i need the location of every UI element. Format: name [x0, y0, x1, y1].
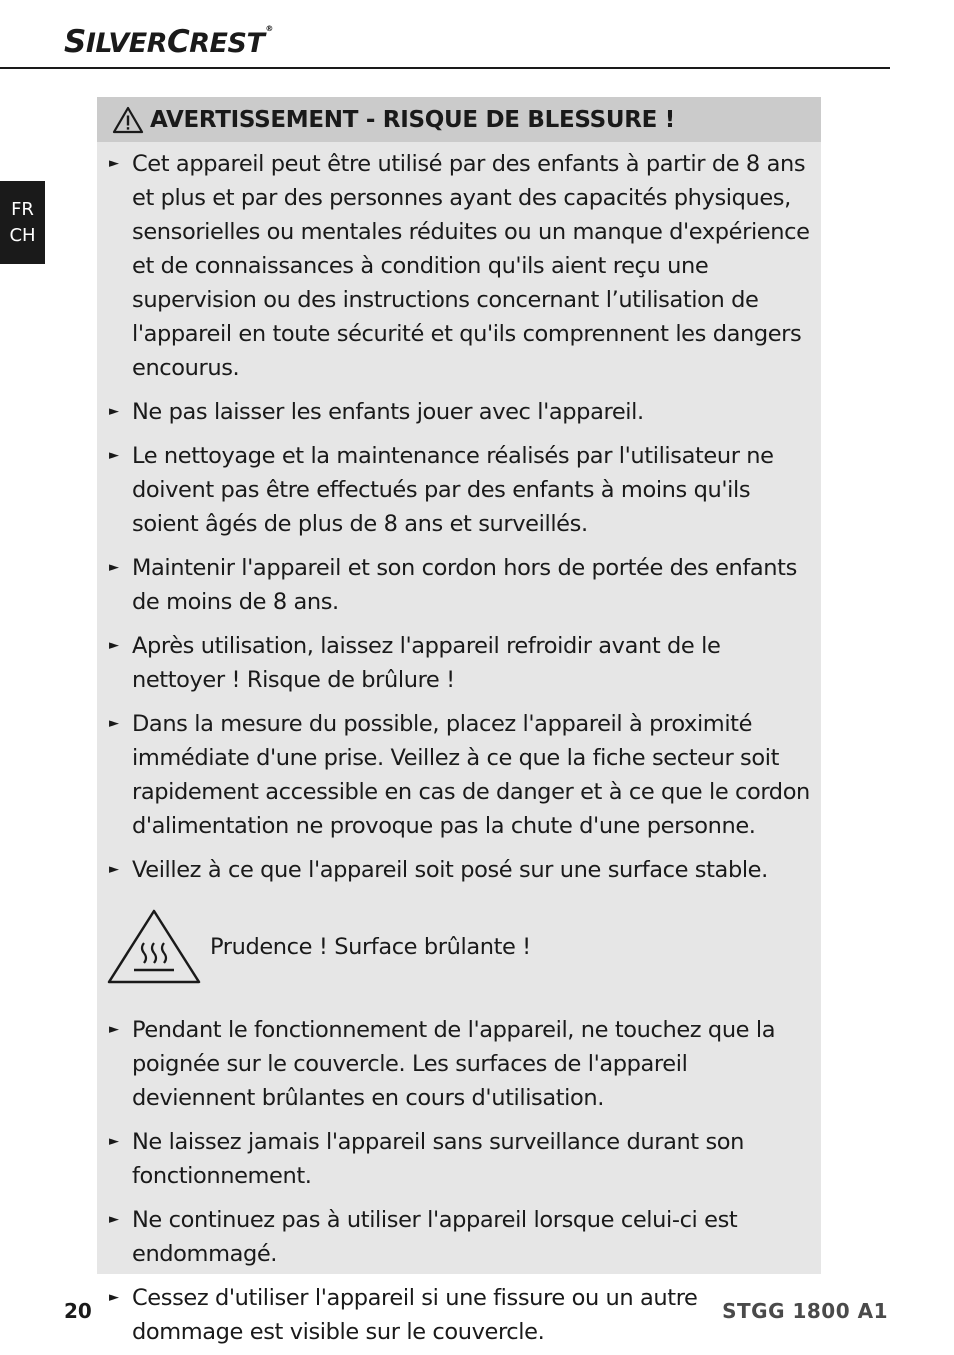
list-item	[109, 439, 811, 541]
hot-surface-icon	[106, 908, 202, 986]
page-number: 20	[64, 1299, 92, 1323]
list-item-text: Cessez d'utiliser l'appareil si une fissure ou un autre dommage est visible sur le couvercle.	[132, 1285, 698, 1345]
list-item-text: Ne continuez pas à utiliser l'appareil lorsque celui-ci est endommagé.	[132, 1207, 738, 1267]
language-tab	[0, 181, 45, 264]
hot-surface-notice	[106, 893, 811, 1001]
list-item	[109, 1203, 811, 1271]
list-item	[109, 147, 811, 385]
warning-title: AVERTISSEMENT - RISQUE DE BLESSURE !	[150, 106, 675, 133]
bullet-arrow-icon: ►	[109, 638, 119, 653]
language-fr: FR	[11, 198, 34, 220]
list-item-text: Veillez à ce que l'appareil soit posé sur une surface stable.	[132, 857, 768, 883]
list-item	[109, 1125, 811, 1193]
list-item	[109, 1013, 811, 1115]
bullet-arrow-icon: ►	[109, 156, 119, 171]
hot-surface-text: Prudence ! Surface brûlante !	[210, 934, 531, 960]
language-ch: CH	[9, 224, 36, 246]
bullet-arrow-icon: ►	[109, 1212, 119, 1227]
list-item-text: Ne laissez jamais l'appareil sans surveillance durant son fonctionnement.	[132, 1129, 745, 1189]
bullet-arrow-icon: ►	[109, 1134, 119, 1149]
list-item-text: Cet appareil peut être utilisé par des enfants à partir de 8 ans et plus et par des personnes ayant des capacités physiques, sensorielles ou mentales réduites ou un manque d'expérience et de connaissances à condition qu'ils aient reçu une supervision ou des instructions concernant l’utilisation de l'appareil en toute sécurité et qu'ils comprennent les dangers encourus.	[132, 151, 810, 381]
list-item-text: Après utilisation, laissez l'appareil refroidir avant de le nettoyer ! Risque de brûlure !	[132, 633, 721, 693]
list-item	[109, 551, 811, 619]
list-item-text: Dans la mesure du possible, placez l'appareil à proximité immédiate d'une prise. Veillez à ce que la fiche secteur soit rapidement accessible en cas de danger et à ce que le cordon d'alimentation ne provoque pas la chute d'une personne.	[132, 711, 810, 839]
list-item	[109, 853, 811, 887]
brand-part: REST	[189, 28, 265, 59]
warning-items-after	[109, 1013, 811, 1349]
warning-header	[97, 97, 821, 142]
brand-letter: S	[64, 24, 86, 60]
registered-mark: ®	[265, 24, 273, 33]
brand-logo	[64, 24, 273, 60]
warning-list	[97, 142, 821, 1349]
bullet-arrow-icon: ►	[109, 716, 119, 731]
bullet-arrow-icon: ►	[109, 560, 119, 575]
list-item	[109, 707, 811, 843]
list-item-text: Maintenir l'appareil et son cordon hors de portée des enfants de moins de 8 ans.	[132, 555, 797, 615]
list-item-text: Ne pas laisser les enfants jouer avec l'appareil.	[132, 399, 644, 425]
list-item	[109, 629, 811, 697]
list-item	[109, 1281, 811, 1349]
bullet-arrow-icon: ►	[109, 448, 119, 463]
list-item-text: Pendant le fonctionnement de l'appareil, ne touchez que la poignée sur le couvercle. Les surfaces de l'appareil deviennent brûlantes en cours d'utilisation.	[132, 1017, 776, 1111]
list-item	[109, 395, 811, 429]
warning-triangle-icon	[112, 106, 144, 134]
bullet-arrow-icon: ►	[109, 862, 119, 877]
list-item-text: Le nettoyage et la maintenance réalisés par l'utilisateur ne doivent pas être effectués par des enfants à moins qu'ils soient âgés de plus de 8 ans et surveillés.	[132, 443, 774, 537]
brand-part: ILVER	[85, 28, 167, 59]
model-number: STGG 1800 A1	[722, 1299, 888, 1323]
bullet-arrow-icon: ►	[109, 404, 119, 419]
header-rule	[0, 67, 890, 69]
bullet-arrow-icon: ►	[109, 1290, 119, 1305]
bullet-arrow-icon: ►	[109, 1022, 119, 1037]
brand-letter: C	[167, 24, 190, 60]
warning-items-before	[109, 147, 811, 887]
